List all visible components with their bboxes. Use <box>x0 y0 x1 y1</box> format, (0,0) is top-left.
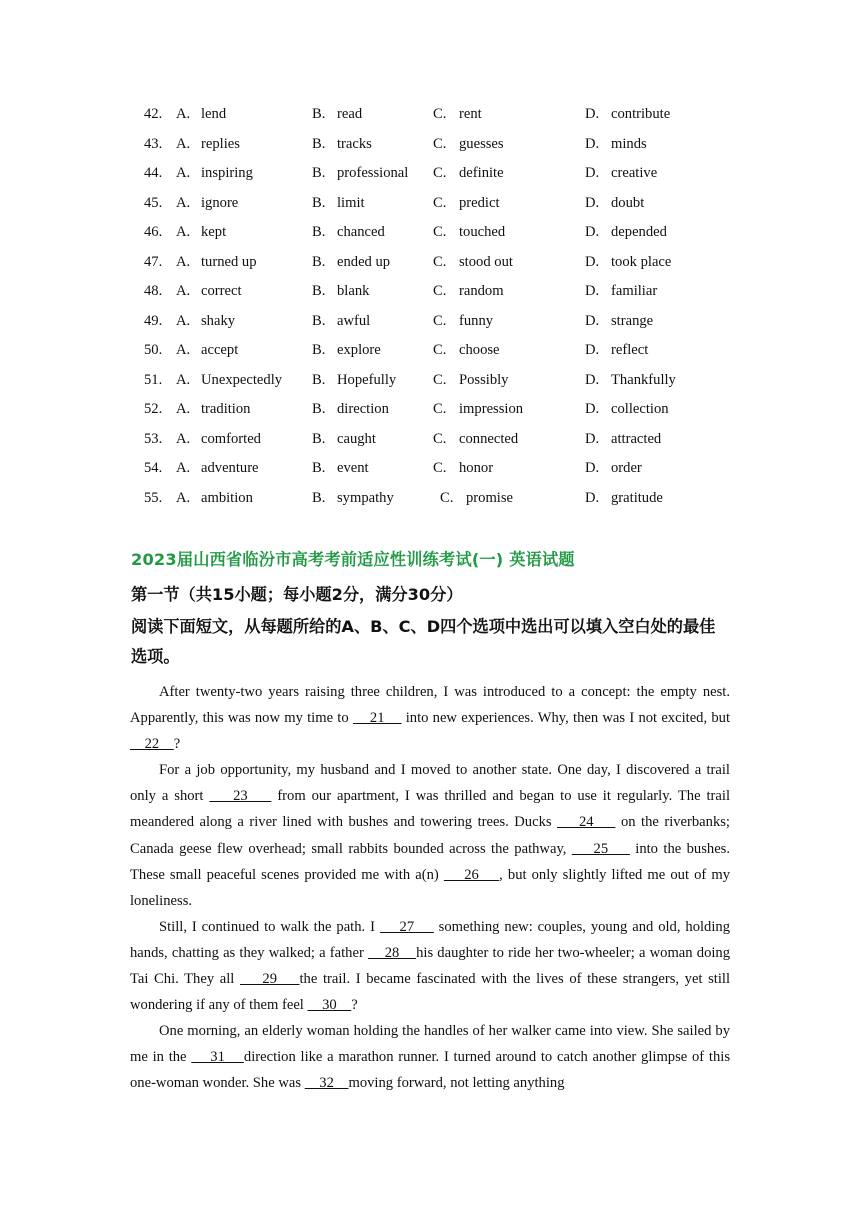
option-row <box>0 484 860 514</box>
option-letter: A. <box>176 489 191 506</box>
blank-number: 26 <box>443 866 500 883</box>
option-text: touched <box>459 224 506 240</box>
option-letter: B. <box>312 165 326 181</box>
passage-text: ? <box>351 997 358 1014</box>
passage-text: direction like a marathon runner. I turned around to catch another glimpse of this one-woman wonder. She was <box>130 1049 730 1092</box>
question-number: 46. <box>144 224 163 240</box>
question-number: 50. <box>144 342 163 358</box>
option-letter: A. <box>176 165 191 181</box>
option-letter: D. <box>585 224 600 240</box>
option-letter: D. <box>585 312 600 329</box>
option-text: promise <box>466 489 514 506</box>
option-text: strange <box>611 312 654 329</box>
option-text: accept <box>201 342 239 358</box>
option-text: adventure <box>201 460 259 476</box>
option-text: impression <box>459 401 524 417</box>
option-letter: D. <box>585 106 600 122</box>
option-letter: B. <box>312 371 326 388</box>
question-number: 49. <box>144 312 163 329</box>
blank-number: 29 <box>239 971 300 988</box>
option-text: sympathy <box>337 489 394 506</box>
question-number: 52. <box>144 401 163 417</box>
option-text: took place <box>611 253 672 270</box>
option-letter: A. <box>176 312 191 329</box>
option-text: limit <box>337 194 365 211</box>
option-text: blank <box>337 283 370 299</box>
passage-text: One morning, an elderly woman holding the handles of her walker came into view. She sailed by me in the <box>130 1023 730 1066</box>
option-text: caught <box>337 430 376 447</box>
option-letter: D. <box>585 135 600 152</box>
passage-paragraph <box>130 679 730 757</box>
option-letter: C. <box>433 312 447 329</box>
option-letter: A. <box>176 371 191 388</box>
option-row <box>0 366 860 396</box>
option-letter: C. <box>433 342 447 358</box>
option-text: professional <box>337 165 409 181</box>
option-letter: D. <box>585 489 600 506</box>
blank-number: 28 <box>368 944 417 961</box>
option-letter: B. <box>312 253 326 270</box>
option-text: ignore <box>201 194 239 211</box>
option-text: gratitude <box>611 489 663 506</box>
question-number: 42. <box>144 106 163 122</box>
option-text: read <box>337 106 363 122</box>
option-text: comforted <box>201 430 261 447</box>
question-number: 55. <box>144 489 163 506</box>
option-row <box>0 307 860 337</box>
option-letter: C. <box>433 283 447 299</box>
option-letter: B. <box>312 489 326 506</box>
option-text: direction <box>337 401 389 417</box>
option-row <box>0 100 860 130</box>
question-number: 43. <box>144 135 163 152</box>
option-letter: D. <box>585 342 600 358</box>
blank-number: 22 <box>130 736 174 753</box>
option-letter: B. <box>312 283 326 299</box>
question-number: 47. <box>144 253 163 270</box>
instructions: 阅读下面短文，从每题所给的A、B、C、D四个选项中选出可以填入空白处的最佳选项。 <box>131 617 716 666</box>
option-row <box>0 218 860 248</box>
option-text: doubt <box>611 194 645 211</box>
option-text: stood out <box>459 253 513 270</box>
option-text: contribute <box>611 106 671 122</box>
passage-paragraph <box>130 914 730 1018</box>
option-letter: B. <box>312 106 326 122</box>
section-heading: 第一节（共15小题；每小题2分，满分30分） <box>131 585 463 604</box>
option-row <box>0 159 860 189</box>
blank-number: 25 <box>571 840 630 857</box>
option-text: funny <box>459 312 494 329</box>
option-letter: C. <box>433 401 447 417</box>
option-letter: B. <box>312 224 326 240</box>
option-letter: A. <box>176 430 191 447</box>
option-letter: B. <box>312 312 326 329</box>
option-letter: A. <box>176 283 191 299</box>
option-text: depended <box>611 224 667 240</box>
option-letter: D. <box>585 253 600 270</box>
option-letter: D. <box>585 460 600 476</box>
option-letter: C. <box>433 106 447 122</box>
option-letter: C. <box>433 371 447 388</box>
option-letter: C. <box>440 489 454 506</box>
option-text: choose <box>459 342 500 358</box>
option-letter: C. <box>433 253 447 270</box>
passage-text: from our apartment, I was thrilled and began to use it regularly. The trail meandered along a river lined with bushes and towering trees. Ducks <box>130 788 730 831</box>
blank-number: 23 <box>209 788 272 805</box>
blank-number: 31 <box>191 1049 244 1066</box>
option-letter: A. <box>176 135 191 152</box>
option-text: lend <box>201 106 227 122</box>
option-row <box>0 130 860 160</box>
option-text: guesses <box>459 135 504 152</box>
option-letter: C. <box>433 224 447 240</box>
option-text: replies <box>201 135 240 152</box>
option-letter: A. <box>176 224 191 240</box>
option-row <box>0 189 860 219</box>
passage-text: moving forward, not letting anything <box>348 1075 565 1092</box>
option-text: event <box>337 460 369 476</box>
option-row <box>0 277 860 307</box>
option-row <box>0 425 860 455</box>
option-text: tracks <box>337 135 372 152</box>
question-number: 54. <box>144 460 163 476</box>
question-number: 48. <box>144 283 163 299</box>
option-text: honor <box>459 460 494 476</box>
exam-title: 2023届山西省临汾市高考考前适应性训练考试(一) 英语试题 <box>131 550 575 569</box>
passage-text: into the bushes. These small peaceful scenes provided me with a(n) <box>130 840 731 883</box>
option-letter: C. <box>433 194 447 211</box>
option-letter: D. <box>585 283 600 299</box>
option-letter: C. <box>433 165 447 181</box>
passage-text: on the riverbanks; Canada geese flew overhead; small rabbits bounded across the pathway, <box>130 814 730 857</box>
option-text: attracted <box>611 430 662 447</box>
option-text: explore <box>337 342 381 358</box>
option-text: rent <box>459 106 482 122</box>
option-text: Hopefully <box>337 371 397 388</box>
answer-options-table <box>0 100 860 513</box>
option-letter: B. <box>312 135 326 152</box>
option-text: reflect <box>611 342 649 358</box>
option-row <box>0 336 860 366</box>
option-letter: D. <box>585 401 600 417</box>
option-text: kept <box>201 224 227 240</box>
question-number: 45. <box>144 194 163 211</box>
option-letter: C. <box>433 430 447 447</box>
option-letter: C. <box>433 460 447 476</box>
option-letter: A. <box>176 194 191 211</box>
passage-text: the trail. I became fascinated with the lives of these strangers, yet still wondering if any of them feel <box>130 971 730 1014</box>
passage-text: something new: couples, young and old, holding hands, chatting as they walked; a father <box>130 918 730 961</box>
option-text: awful <box>337 312 371 329</box>
option-letter: A. <box>176 106 191 122</box>
option-text: creative <box>611 165 658 181</box>
option-text: order <box>611 460 642 476</box>
option-letter: A. <box>176 401 191 417</box>
option-letter: B. <box>312 430 326 447</box>
option-letter: B. <box>312 460 326 476</box>
option-text: Possibly <box>459 371 509 388</box>
option-letter: B. <box>312 342 326 358</box>
option-text: correct <box>201 283 242 299</box>
question-number: 53. <box>144 430 163 447</box>
option-text: Unexpectedly <box>201 371 283 388</box>
passage-text: into new experiences. Why, then was I not excited, but <box>401 710 731 727</box>
blank-number: 30 <box>307 997 352 1014</box>
option-text: tradition <box>201 401 251 417</box>
option-row <box>0 395 860 425</box>
option-row <box>0 248 860 278</box>
option-text: shaky <box>201 312 236 329</box>
question-number: 51. <box>144 371 163 388</box>
blank-number: 27 <box>379 918 434 935</box>
blank-number: 24 <box>557 814 616 831</box>
option-text: inspiring <box>201 165 253 181</box>
option-text: Thankfully <box>611 371 676 388</box>
passage-text: ? <box>173 736 181 753</box>
question-number: 44. <box>144 165 163 181</box>
passage-text: For a job opportunity, my husband and I moved to another state. One day, I discovered a trail only a short <box>130 762 730 805</box>
option-row <box>0 454 860 484</box>
option-text: familiar <box>611 283 658 299</box>
option-letter: A. <box>176 342 191 358</box>
option-text: chanced <box>337 224 385 240</box>
option-letter: B. <box>312 194 326 211</box>
option-letter: A. <box>176 253 191 270</box>
option-text: minds <box>611 135 647 152</box>
passage-text: his daughter to ride her two-wheeler; a woman doing Tai Chi. They all <box>130 944 731 988</box>
option-text: predict <box>459 194 500 211</box>
option-text: turned up <box>201 253 257 270</box>
passage-text: Still, I continued to walk the path. I <box>159 918 380 935</box>
option-text: ambition <box>201 489 253 506</box>
option-letter: A. <box>176 460 191 476</box>
blank-number: 32 <box>304 1075 349 1092</box>
option-letter: D. <box>585 194 600 211</box>
option-text: connected <box>459 430 519 447</box>
option-text: random <box>459 283 504 299</box>
passage-paragraph <box>130 1018 730 1096</box>
option-letter: C. <box>433 135 447 152</box>
option-letter: D. <box>585 165 600 181</box>
option-text: ended up <box>337 253 391 270</box>
passage-paragraph <box>130 757 730 914</box>
reading-passage <box>130 679 730 1097</box>
passage-text: After twenty-two years raising three children, I was introduced to a concept: the empty nest. Apparently, this was now my time to <box>130 684 730 727</box>
option-letter: D. <box>585 371 600 388</box>
passage-text: , but only slightly lifted me out of my loneliness. <box>130 866 730 909</box>
option-text: definite <box>459 165 504 181</box>
option-text: collection <box>611 401 669 417</box>
blank-number: 21 <box>352 710 402 727</box>
option-letter: D. <box>585 430 600 447</box>
option-letter: B. <box>312 401 326 417</box>
